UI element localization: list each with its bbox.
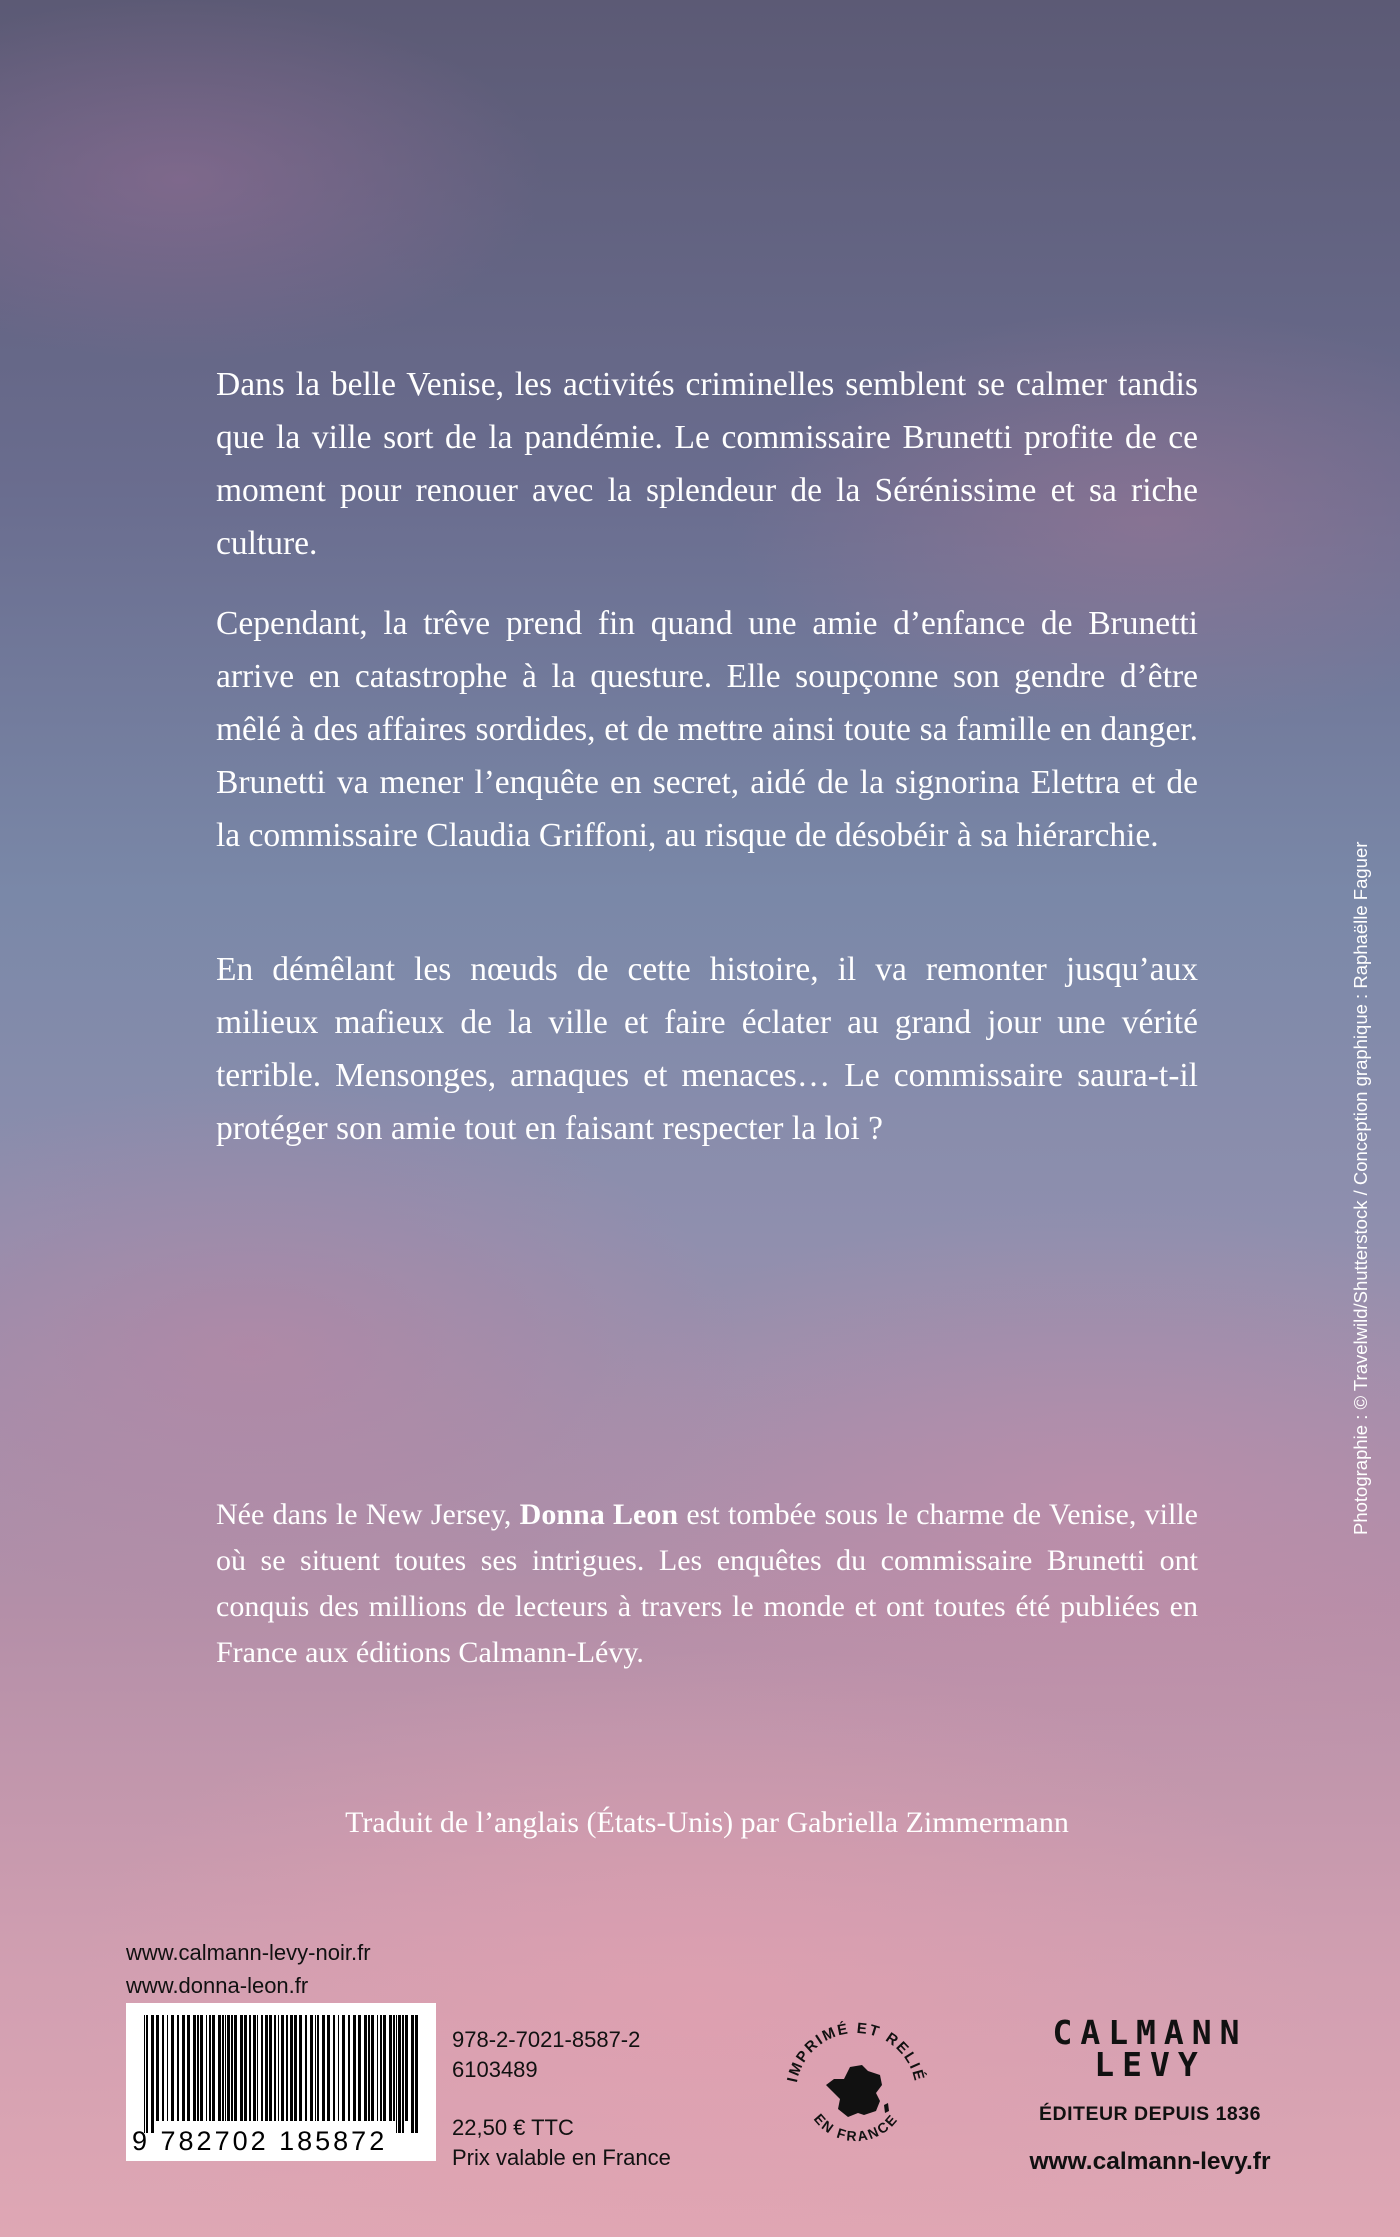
barcode-bar — [225, 2015, 226, 2121]
publisher-block — [1000, 2012, 1300, 2176]
barcode-bar — [411, 2015, 414, 2133]
barcode-bar — [383, 2015, 386, 2121]
barcode-bar — [167, 2015, 168, 2121]
barcode-bar — [333, 2015, 335, 2121]
barcode-bar — [187, 2015, 190, 2121]
barcode-bar — [253, 2015, 256, 2121]
barcode-bar — [162, 2015, 164, 2121]
barcode-bar — [249, 2015, 251, 2121]
barcode-bar — [281, 2015, 284, 2121]
printed-in-france-seal — [776, 2005, 936, 2165]
barcode-bar — [197, 2015, 199, 2121]
barcode-bar — [290, 2015, 293, 2121]
photo-credit: Photographie : © Travelwild/Shutterstock / Conception graphique : Raphaëlle Faguer — [1350, 841, 1371, 1535]
barcode-bar — [222, 2015, 224, 2121]
publisher-url[interactable]: www.calmann-levy.fr — [1029, 2148, 1271, 2175]
barcode-bar — [402, 2015, 404, 2133]
barcode-bar — [305, 2015, 307, 2121]
barcode-bar — [286, 2015, 288, 2121]
barcode-bar — [144, 2015, 145, 2133]
author-bio — [216, 1492, 1198, 1676]
barcode-bar — [146, 2015, 148, 2133]
barcode-bar — [209, 2015, 211, 2121]
seal-top-text: IMPRIMÉ ET RELIÉ — [784, 2019, 928, 2084]
barcode — [126, 2003, 436, 2161]
summary-paragraph-3: En démêlant les nœuds de cette histoire, il va remonter jusqu’aux milieux mafieux de la ville et faire éclater au grand jour une vérité terrible. Mensonges, arnaques et menaces… Le commissaire saura-t-il protéger son amie tout en faisant respecter la loi ? — [216, 951, 1198, 1147]
barcode-bar — [353, 2015, 356, 2121]
barcode-bar — [193, 2015, 196, 2121]
barcode-bar — [200, 2015, 203, 2121]
website-link-noir[interactable]: www.calmann-levy-noir.fr — [126, 1940, 371, 1965]
seal-bottom-text: EN FRANCE — [810, 2110, 902, 2145]
barcode-bar — [368, 2015, 370, 2121]
author-name: Donna Leon — [519, 1498, 679, 1531]
publisher-tagline: ÉDITEUR DEPUIS 1836 — [1039, 2103, 1261, 2125]
barcode-bar — [269, 2015, 272, 2121]
barcode-bar — [396, 2015, 397, 2133]
barcode-bar — [342, 2015, 345, 2121]
barcode-bar — [257, 2015, 258, 2121]
barcode-digits: 9 782702 185872 — [132, 2126, 388, 2156]
barcode-bar — [218, 2015, 221, 2121]
barcode-bar — [171, 2015, 174, 2121]
barcode-bar — [415, 2015, 418, 2133]
barcode-bar — [317, 2015, 319, 2121]
product-info — [452, 2025, 671, 2173]
barcode-bar — [348, 2015, 350, 2121]
barcode-bar — [151, 2015, 154, 2133]
barcode-bar — [231, 2015, 233, 2121]
barcode-bar — [212, 2015, 215, 2121]
website-link-author[interactable]: www.donna-leon.fr — [126, 1973, 309, 1998]
barcode-bar — [380, 2015, 382, 2121]
barcode-bar — [206, 2015, 207, 2121]
logo-line-1: CALMANN — [1052, 2013, 1248, 2052]
barcode-bar — [338, 2015, 339, 2121]
isbn: 978-2-7021-8587-2 — [452, 2027, 641, 2052]
translator-credit: Traduit de l’anglais (États-Unis) par Gabriella Zimmermann — [345, 1806, 1069, 1839]
barcode-bar — [327, 2015, 330, 2121]
barcode-bar — [177, 2015, 179, 2121]
barcode-bar — [310, 2015, 313, 2121]
barcode-bar — [299, 2015, 302, 2121]
barcode-bar — [227, 2015, 230, 2121]
barcode-bar — [278, 2015, 279, 2121]
barcode-bar — [274, 2015, 276, 2121]
summary-paragraph-2: Cependant, la trêve prend fin quand une amie d’enfance de Brunetti arrive en catastrophe à la questure. Elle soupçonne son gendre d’être mêlé à des affaires sordides, et de mettre ainsi toute sa famille en danger. Brunetti va mener l’enquête en secret, aidé de la signorina Elettra et de la commissaire Claudia Griffoni, au risque de désobéir à sa hiérarchie. — [216, 605, 1198, 854]
barcode-bar — [156, 2015, 159, 2121]
barcode-bar — [244, 2015, 247, 2121]
barcode-bar — [398, 2015, 401, 2133]
product-code: 6103489 — [452, 2057, 538, 2082]
barcode-bar — [294, 2015, 297, 2121]
france-map-icon — [826, 2065, 889, 2117]
barcode-bar — [364, 2015, 367, 2121]
barcode-bar — [405, 2015, 408, 2121]
website-list — [126, 1936, 371, 2002]
calmann-levy-logo — [1020, 2012, 1280, 2084]
barcode-bar — [240, 2015, 243, 2121]
summary-paragraph-1: Dans la belle Venise, les activités criminelles semblent se calmer tandis que la ville sort de la pandémie. Le commissaire Brunetti profite de ce moment pour renouer avec la splendeur de la Sérénissime et sa riche culture. — [216, 366, 1198, 562]
barcode-bar — [322, 2015, 325, 2121]
barcode-bar — [393, 2015, 395, 2121]
barcode-bar — [377, 2015, 378, 2121]
barcode-bar — [358, 2015, 361, 2121]
logo-line-2: LEVY — [1094, 2045, 1206, 2084]
barcode-bar — [234, 2015, 237, 2121]
author-bio-rest: est tombée sous le charme de Venise, ville où se situent toutes ses intrigues. Les enquêtes du commissaire Brunetti ont conquis des millions de lecteurs à travers le monde et ont toutes été publiées en France aux éditions Calmann-Lévy. — [216, 1498, 1198, 1669]
price: 22,50 € TTC — [452, 2115, 574, 2140]
barcode-bar — [261, 2015, 263, 2121]
barcode-bar — [265, 2015, 268, 2121]
svg-text:EN FRANCE — [811, 2110, 901, 2144]
barcode-bar — [315, 2015, 316, 2121]
price-note: Prix valable en France — [452, 2145, 671, 2170]
author-bio-intro: Née dans le New Jersey, — [216, 1498, 520, 1531]
barcode-bar — [389, 2015, 392, 2121]
barcode-bar — [371, 2015, 374, 2121]
barcode-bar — [182, 2015, 185, 2121]
